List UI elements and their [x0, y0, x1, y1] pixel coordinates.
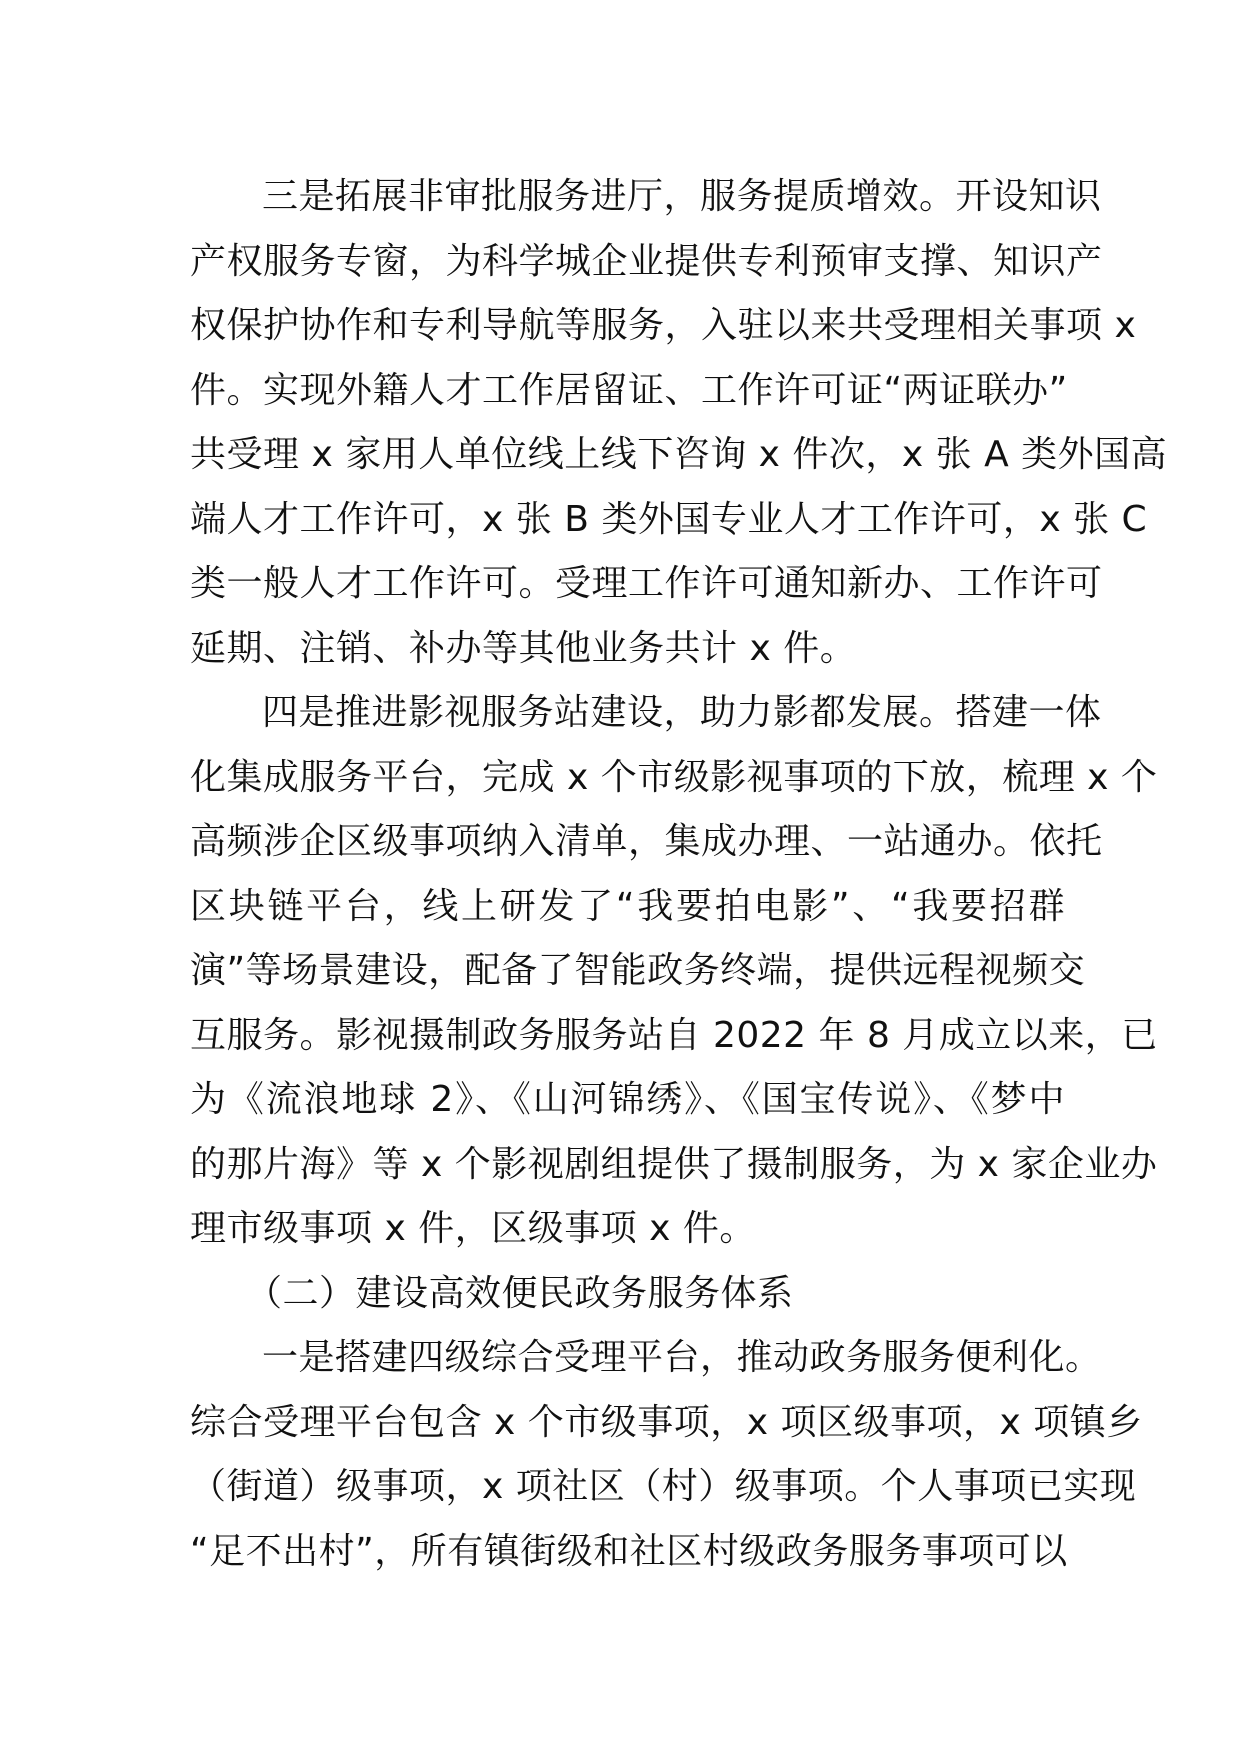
section-heading: （二）建设高效便民政务服务体系 [246, 1272, 794, 1314]
paragraph-line: 综合受理平台包含 x 个市级事项，x 项区级事项，x 项镇乡 [190, 1401, 1143, 1443]
paragraph-line: 化集成服务平台，完成 x 个市级影视事项的下放，梳理 x 个 [190, 756, 1158, 798]
paragraph-line: 互服务。影视摄制政务服务站自 2022 年 8 月成立以来，已 [190, 1014, 1158, 1056]
paragraph-line: 的那片海》等 x 个影视剧组提供了摄制服务，为 x 家企业办 [190, 1143, 1158, 1185]
paragraph-line: 理市级事项 x 件，区级事项 x 件。 [190, 1208, 756, 1249]
paragraph-line: 三是拓展非审批服务进厅，服务提质增效。开设知识 [262, 176, 1102, 217]
paragraph-line: 为《流浪地球 2》、《山河锦绣》、《国宝传说》、《梦中 [190, 1079, 1065, 1120]
paragraph-line: 端人才工作许可，x 张 B 类外国专业人才工作许可，x 张 C [190, 498, 1148, 540]
paragraph-line: 件。实现外籍人才工作居留证、工作许可证“两证联办” [190, 369, 1068, 411]
paragraph-line: 共受理 x 家用人单位线上线下咨询 x 件次，x 张 A 类外国高 [190, 434, 1168, 475]
paragraph-line: 高频涉企区级事项纳入清单，集成办理、一站通办。依托 [190, 821, 1103, 862]
document-body [190, 165, 1168, 1584]
paragraph-line: 演”等场景建设，配备了智能政务终端，提供远程视频交 [190, 950, 1086, 991]
paragraph-line: 延期、注销、补办等其他业务共计 x 件。 [190, 627, 857, 669]
paragraph-line: 一是搭建四级综合受理平台，推动政务服务便利化。 [262, 1337, 1102, 1378]
paragraph-line: 类一般人才工作许可。受理工作许可通知新办、工作许可 [190, 563, 1103, 604]
paragraph-line: （街道）级事项，x 项社区（村）级事项。个人事项已实现 [190, 1466, 1137, 1507]
paragraph-line: 产权服务专窗，为科学城企业提供专利预审支撑、知识产 [190, 240, 1103, 282]
paragraph-line: 权保护协作和专利导航等服务，入驻以来共受理相关事项 x [190, 305, 1137, 346]
paragraph-line: 区块链平台，线上研发了“我要拍电影”、“我要招群 [190, 885, 1065, 927]
paragraph-line: 四是推进影视服务站建设，助力影都发展。搭建一体 [262, 692, 1102, 733]
paragraph-line: “足不出村”，所有镇街级和社区村级政务服务事项可以 [190, 1530, 1068, 1572]
